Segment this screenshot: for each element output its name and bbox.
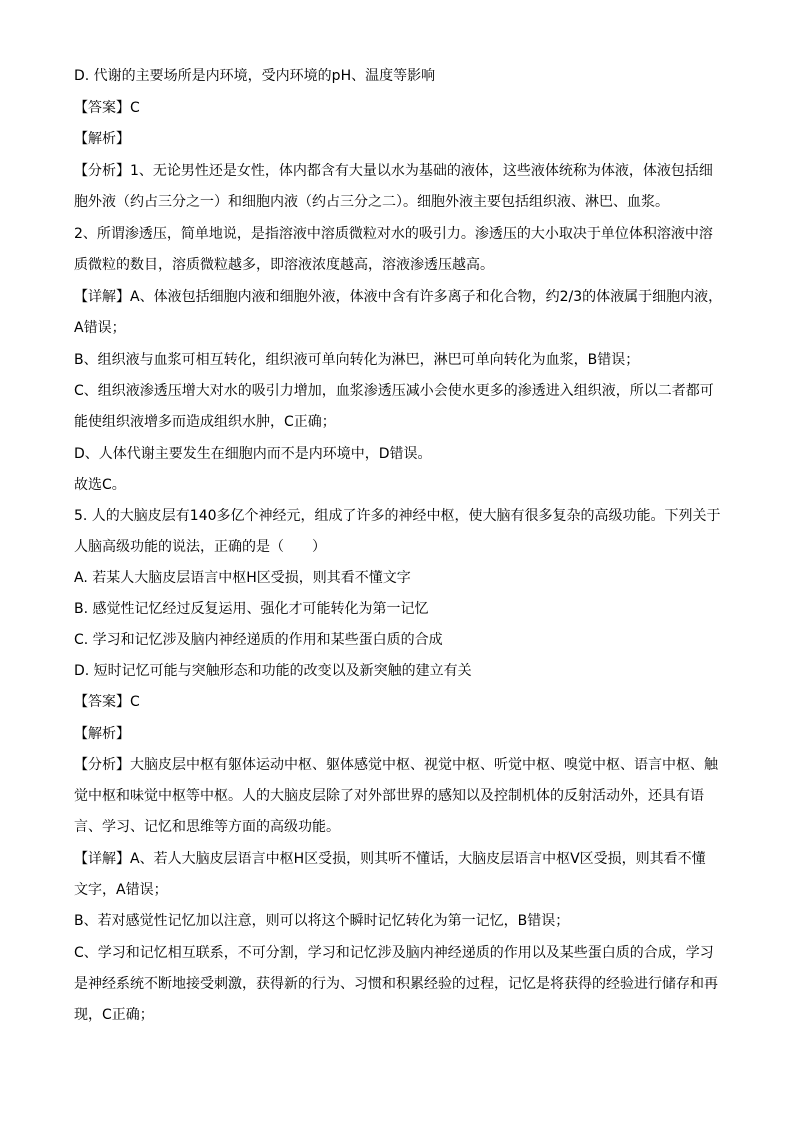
text-line: 【分析】大脑皮层中枢有躯体运动中枢、躯体感觉中枢、视觉中枢、听觉中枢、嗅觉中枢、语言中枢、触 <box>74 757 718 773</box>
question-stem: 5. 人的大脑皮层有140多亿个神经元，组成了许多的神经中枢，使大脑有很多复杂的高级功能。下列关于 <box>74 508 721 524</box>
text-line: B、组织液与血浆可相互转化，组织液可单向转化为淋巴，淋巴可单向转化为血浆，B错误； <box>74 352 640 368</box>
option-d-line: D. 代谢的主要场所是内环境，受内环境的pH、温度等影响 <box>74 68 436 84</box>
text-line: 【详解】A、体液包括细胞内液和细胞外液，体液中含有许多离子和化合物，约2/3的体液属于细胞内液， <box>74 289 723 305</box>
text-line: 能使组织液增多而造成组织水肿，C正确； <box>74 414 336 430</box>
answer-label: 【答案】C <box>74 694 140 710</box>
text-line: C、组织液渗透压增大对水的吸引力增加，血浆渗透压减小会使水更多的渗透进入组织液，所以二者都可 <box>74 383 714 399</box>
text-line: 是神经系统不断地接受刺激，获得新的行为、习惯和积累经验的过程，记忆是将获得的经验进行储存和再 <box>74 976 718 992</box>
text-line: 2、所谓渗透压，简单地说，是指溶液中溶质微粒对水的吸引力。渗透压的大小取决于单位体积溶液中溶 <box>74 226 713 242</box>
option-d: D. 短时记忆可能与突触形态和功能的改变以及新突触的建立有关 <box>74 663 472 679</box>
option-b: B. 感觉性记忆经过反复运用、强化才可能转化为第一记忆 <box>74 601 429 617</box>
text-line: 【分析】1、无论男性还是女性，体内都含有大量以水为基础的液体，这些液体统称为体液，体液包括细 <box>74 163 713 179</box>
analysis-label: 【解析】 <box>74 131 130 147</box>
text-line: 觉中枢和味觉中枢等中枢。人的大脑皮层除了对外部世界的感知以及控制机体的反射活动外，还具有语 <box>74 788 704 804</box>
text-line: 质微粒的数目，溶质微粒越多，即溶液浓度越高，溶液渗透压越高。 <box>74 257 494 273</box>
text-line: 胞外液（约占三分之一）和细胞内液（约占三分之二）。细胞外液主要包括组织液、淋巴、血浆。 <box>74 194 669 210</box>
option-c: C. 学习和记忆涉及脑内神经递质的作用和某些蛋白质的合成 <box>74 632 443 648</box>
text-line: 言、学习、记忆和思维等方面的高级功能。 <box>74 819 340 835</box>
text-line: A错误； <box>74 320 126 336</box>
text-line: D、人体代谢主要发生在细胞内而不是内环境中，D错误。 <box>74 446 432 462</box>
text-line: 文字，A错误； <box>74 882 168 898</box>
text-line: 故选C。 <box>74 477 126 493</box>
analysis-label: 【解析】 <box>74 726 130 742</box>
answer-label: 【答案】C <box>74 100 140 116</box>
text-line: 【详解】A、若人大脑皮层语言中枢H区受损，则其听不懂话，大脑皮层语言中枢V区受损，则其看不懂 <box>74 851 706 867</box>
text-line: C、学习和记忆相互联系，不可分割，学习和记忆涉及脑内神经递质的作用以及某些蛋白质的合成，学习 <box>74 945 714 961</box>
question-stem: 人脑高级功能的说法，正确的是（ ） <box>74 539 326 555</box>
text-line: 现，C正确； <box>74 1007 154 1023</box>
option-a: A. 若某人大脑皮层语言中枢H区受损，则其看不懂文字 <box>74 570 411 586</box>
text-line: B、若对感觉性记忆加以注意，则可以将这个瞬时记忆转化为第一记忆，B错误； <box>74 913 570 929</box>
